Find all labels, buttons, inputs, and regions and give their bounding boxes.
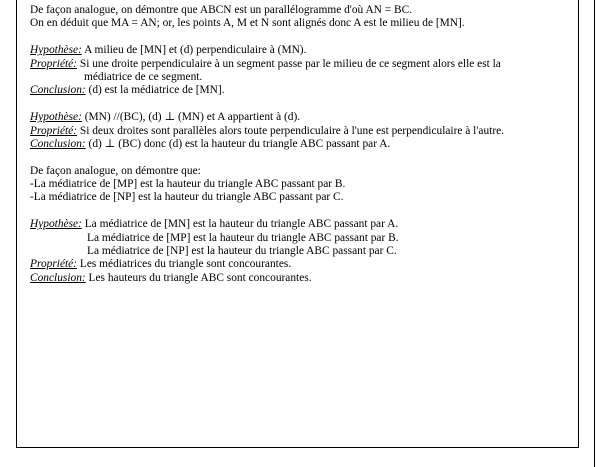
property-text: Si deux droites sont parallèles alors toute perpendiculaire à l'une est perpendiculaire à l'autre. <box>77 124 505 137</box>
intro-line-2: On en déduit que MA = AN; or, les points A, M et N sont alignés donc A est le milieu de [MN]. <box>30 17 465 30</box>
block3-hypothesis <box>30 218 575 231</box>
hypothesis-text: (MN) //(BC), (d) ⊥ (MN) et A appartient à (d). <box>81 111 301 124</box>
document-body <box>30 4 575 285</box>
property-label: Propriété: <box>30 258 78 271</box>
block2-hypothesis <box>30 111 575 124</box>
conclusion-text: (d) ⊥ (BC) donc (d) est la hauteur du triangle ABC passant par A. <box>85 137 391 150</box>
hypothesis-label: Hypothèse: <box>30 111 82 124</box>
property-label: Propriété: <box>30 124 78 137</box>
conclusion-label: Conclusion: <box>30 271 86 284</box>
block1-property <box>30 58 575 71</box>
block1-hypothesis <box>30 44 575 57</box>
hypothesis-label: Hypothèse: <box>30 218 82 231</box>
analog-item-np: -La médiatrice de [NP] est la hauteur du triangle ABC passant par C. <box>30 191 344 204</box>
analog-item-mp: -La médiatrice de [MP] est la hauteur du triangle ABC passant par B. <box>30 178 346 191</box>
property-text: Si une droite perpendiculaire à un segment passe par le milieu de ce segment alors elle est la <box>77 57 501 70</box>
spacer <box>30 151 575 164</box>
conclusion-label: Conclusion: <box>30 137 86 150</box>
spacer <box>30 98 575 111</box>
block3-hypothesis-continuation-2: La médiatrice de [NP] est la hauteur du triangle ABC passant par C. <box>87 245 397 258</box>
page-edge-rule <box>594 0 595 467</box>
property-label: Propriété: <box>30 57 78 70</box>
conclusion-label: Conclusion: <box>30 84 86 97</box>
spacer <box>30 205 575 218</box>
block3-property <box>30 258 575 271</box>
block2-property <box>30 125 575 138</box>
block3-conclusion <box>30 272 575 285</box>
hypothesis-label: Hypothèse: <box>30 44 82 57</box>
conclusion-text: Les hauteurs du triangle ABC sont concourantes. <box>85 271 312 284</box>
hypothesis-text: La médiatrice de [MN] est la hauteur du triangle ABC passant par A. <box>81 218 399 231</box>
spacer <box>30 31 575 44</box>
block3-hypothesis-continuation-1: La médiatrice de [MP] est la hauteur du triangle ABC passant par B. <box>87 231 399 244</box>
block1-conclusion <box>30 84 575 97</box>
property-text: Les médiatrices du triangle sont concourantes. <box>77 258 292 271</box>
analog-intro: De façon analogue, on démontre que: <box>30 164 201 177</box>
block2-conclusion <box>30 138 575 151</box>
conclusion-text: (d) est la médiatrice de [MN]. <box>85 84 225 97</box>
hypothesis-text: A milieu de [MN] et (d) perpendiculaire à (MN). <box>81 44 307 57</box>
intro-line-1: De façon analogue, on démontre que ABCN est un parallélogramme d'où AN = BC. <box>30 4 413 16</box>
block1-property-continuation: médiatrice de ce segment. <box>84 70 203 83</box>
